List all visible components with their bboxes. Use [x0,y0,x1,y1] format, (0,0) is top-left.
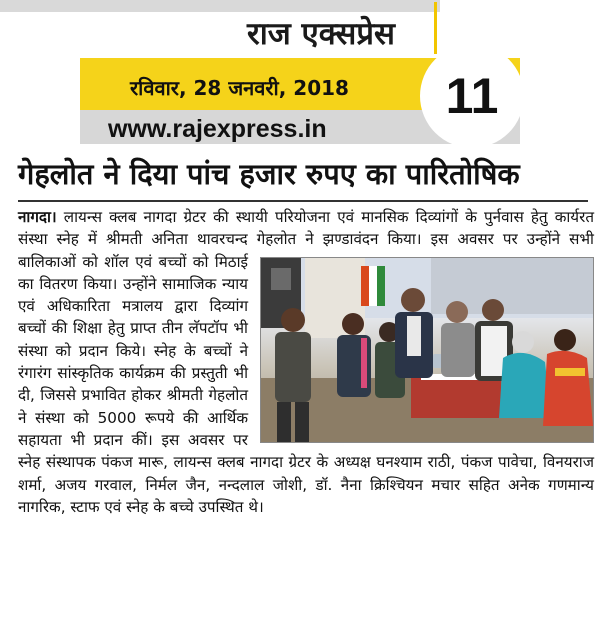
article-main-text: किया। इस अवसर पर उन्होंने सभी बालिकाओं को शॉल एवं बच्चों को मिठाई का वितरण किया। उन्होंने सामाजिक न्याय एवं अधिकारिता मत्रालय द्वारा दिव्यांग बच्चों की शिक्षा हेतु प्राप्त तीन लॅपटॉप भी संस्था को प्रदान किये। स्नेह के बच्चों ने रंगारंग सांस्कृतिक कार्यक्रम की प्रस्तुती भी दी, जिससे प्रभावित होकर श्रीमती गेहलोत ने संस्था को 5000 रूपये की आर्थिक सहायता भी प्रदान कीं। इस अवसर पर स्नेह संस्थापक पंकज मारू, लायन्स क्लब नागदा ग्रेटर के अध्यक्ष घनश्याम राठी, पंकज पावेचा, विनयराज शर्मा, अजय गरवाल, निर्मल जैन, नन्दलाल जोशी, डॉ. नैना क्रिश्चियन मचार सहित अनेक गणमान्य नागरिक, स्टाफ एवं स्नेह के बच्चे उपस्थित थे। [18,230,594,516]
website-url[interactable]: www.rajexpress.in [108,115,327,143]
article-dateline: नागदा। [18,208,57,226]
article-intro-text: लायन्स क्लब नागदा ग्रेटर की स्थायी परियोजना एवं मानसिक दिव्यांगों के पुर्नवास हेतु कार्यरत संस्था स्नेह में श्रीमती अनिता थावरचन्द गेहलोत ने झण्डावंदन [18,208,594,249]
headline-divider [18,200,588,202]
page-number-badge [420,44,524,148]
event-photo-illustration [261,258,593,442]
article-body [18,206,594,518]
article-photo [260,257,594,443]
masthead-accent-rule [434,2,437,54]
page-number: 11 [445,68,499,124]
masthead [0,0,600,150]
top-gray-bar [0,0,440,12]
issue-date: रविवार, 28 जनवरी, 2018 [130,76,349,100]
article-headline: गेहलोत ने दिया पांच हजार रुपए का पारितोषिक [18,157,520,191]
newspaper-name: राज एक्सप्रेस [247,16,395,52]
